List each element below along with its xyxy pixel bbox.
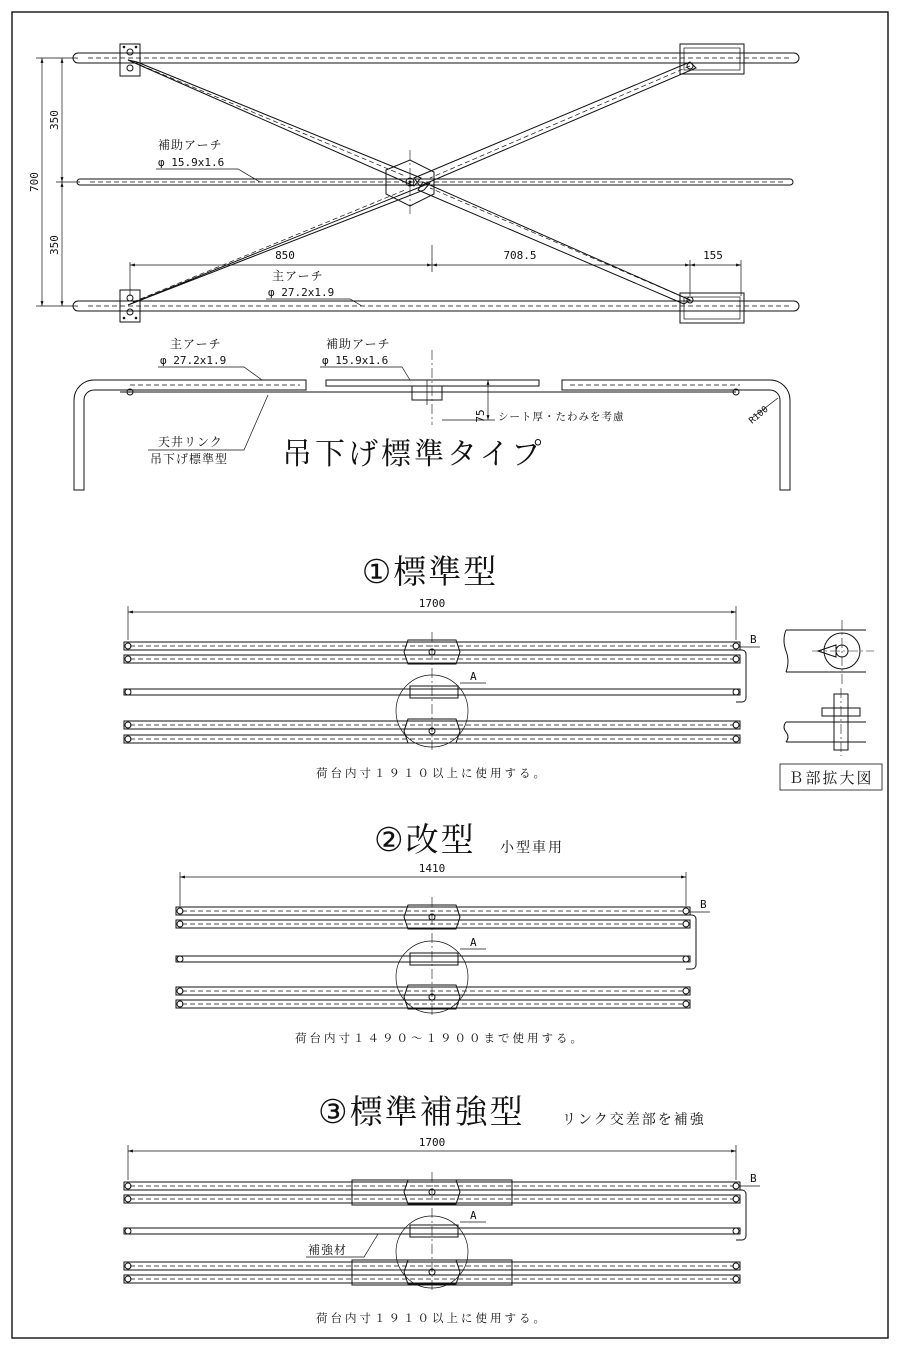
section-3-subtitle: リンク交差部を補強 xyxy=(562,1112,706,1128)
aux-arch-spec-top: φ 15.9x1.6 xyxy=(158,156,225,169)
dim-155: 155 xyxy=(703,249,723,262)
dim-708-5: 708.5 xyxy=(503,249,537,262)
side-right-bend xyxy=(562,380,790,490)
s1-center-clamp xyxy=(410,686,458,698)
side-view-title: 吊下げ標準タイプ xyxy=(282,437,545,472)
section-1-title: ①標準型 xyxy=(361,552,499,591)
top-plan-view xyxy=(28,44,799,323)
side-view xyxy=(74,336,790,490)
section-2-modified xyxy=(176,820,710,1045)
main-arch-spec-side: φ 27.2x1.9 xyxy=(160,354,227,367)
reinforce-label: 補強材 xyxy=(308,1243,348,1257)
s3-b-loop xyxy=(736,1190,746,1240)
b-detail xyxy=(780,620,882,790)
section-3-title: ③標準補強型 xyxy=(318,1092,525,1131)
main-arch-label-top: 主アーチ xyxy=(272,269,324,283)
main-arch-spec-top: φ 27.2x1.9 xyxy=(268,286,335,299)
dim-850: 850 xyxy=(275,249,295,262)
dim-700: 700 xyxy=(28,172,41,192)
section-3-dim: 1700 xyxy=(418,1136,446,1149)
section-2-title: ②改型 xyxy=(374,820,476,859)
s2-b-loop xyxy=(686,915,696,969)
drawing-frame xyxy=(12,12,888,1338)
radius-label: R100 xyxy=(747,404,771,427)
section-1-standard xyxy=(124,552,882,790)
ceiling-link-label: 天井リンク xyxy=(158,435,223,449)
ceiling-link-type: 吊下げ標準型 xyxy=(150,452,229,466)
b-detail-caption: Ｂ部拡大図 xyxy=(788,769,874,787)
s2-label-a: A xyxy=(470,936,477,949)
s3-label-a: A xyxy=(470,1209,477,1222)
section-1-dim: 1700 xyxy=(418,597,446,610)
sleeve-top-right xyxy=(680,44,744,74)
aux-arch-spec-side: φ 15.9x1.6 xyxy=(322,354,389,367)
main-arch-label-side: 主アーチ xyxy=(170,337,222,351)
s3-center-clamp xyxy=(410,1225,458,1237)
aux-arch-label-top: 補助アーチ xyxy=(158,138,223,152)
dim-350-upper: 350 xyxy=(48,110,61,130)
s1-label-b: B xyxy=(750,633,757,646)
s2-center-clamp xyxy=(410,953,458,965)
sheet-note: シート厚・たわみを考慮 xyxy=(498,411,625,423)
aux-arch-label-side: 補助アーチ xyxy=(326,337,391,351)
section-2-note: 荷台内寸１４９０～１９００まで使用する。 xyxy=(295,1031,585,1045)
section-2-dim: 1410 xyxy=(418,862,446,875)
s1-label-a: A xyxy=(470,670,477,683)
s3-label-b: B xyxy=(750,1172,757,1185)
section-1-note: 荷台内寸１９１０以上に使用する。 xyxy=(316,766,548,780)
section-3-note: 荷台内寸１９１０以上に使用する。 xyxy=(316,1311,548,1325)
dim-75: 75 xyxy=(474,409,487,423)
section-3-reinforced xyxy=(124,1092,760,1325)
section-2-subtitle: 小型車用 xyxy=(500,840,564,856)
s2-rail-aux xyxy=(176,956,690,962)
dim-350-lower: 350 xyxy=(48,235,61,255)
s2-label-b: B xyxy=(700,898,707,911)
side-aux-pipe xyxy=(326,380,539,386)
